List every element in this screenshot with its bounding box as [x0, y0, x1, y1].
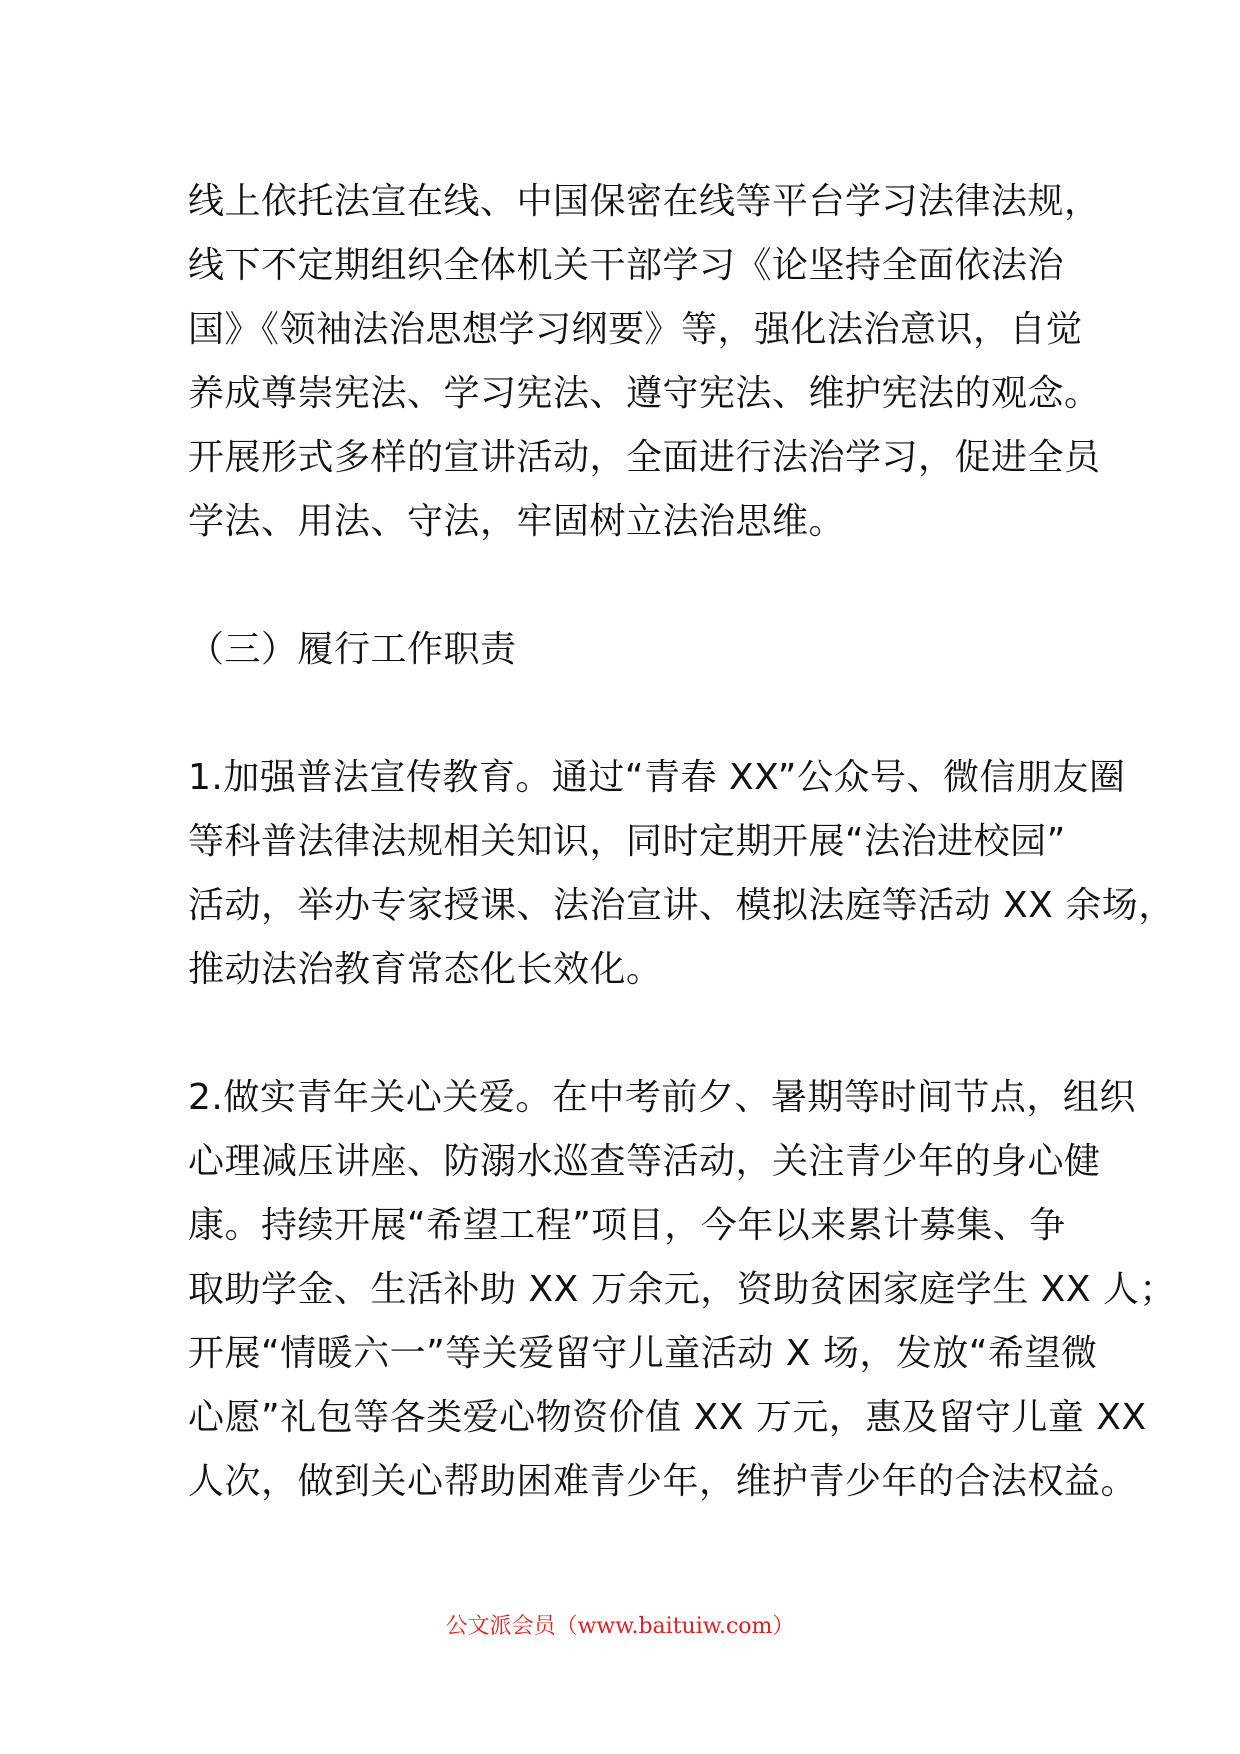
- footer-watermark-link[interactable]: 公文派会员（www.baituiw.com）: [445, 1614, 795, 1639]
- section-heading: （三）履行工作职责: [188, 629, 517, 670]
- paragraph-item-2: [188, 1066, 1176, 1514]
- text-line: 学法、用法、守法，牢固树立法治思维。: [188, 501, 846, 542]
- text-line: 心理减压讲座、防溺水巡查等活动，关注青少年的身心健: [188, 1141, 1101, 1182]
- text-line: 活动，举办专家授课、法治宣讲、模拟法庭等活动 XX 余场，: [188, 885, 1175, 926]
- text-line: 人次，做到关心帮助困难青少年，维护青少年的合法权益。: [188, 1461, 1138, 1502]
- text-line: 1.加强普法宣传教育。通过“青春 XX”公众号、微信朋友圈: [188, 757, 1126, 798]
- text-line: 推动法治教育常态化长效化。: [188, 949, 663, 990]
- paragraph-gap: [188, 554, 1088, 618]
- text-line: 2.做实青年关心关爱。在中考前夕、暑期等时间节点，组织: [188, 1077, 1136, 1118]
- text-line: 取助学金、生活补助 XX 万余元，资助贫困家庭学生 XX 人；: [188, 1269, 1176, 1310]
- text-line: 国》《领袖法治思想学习纲要》等，强化法治意识，自觉: [188, 309, 1083, 350]
- paragraph-gap: [188, 682, 1088, 746]
- text-line: 线下不定期组织全体机关干部学习《论坚持全面依法治: [188, 245, 1065, 286]
- text-line: 线上依托法宣在线、中国保密在线等平台学习法律法规，: [188, 181, 1101, 222]
- paragraph-gap: [188, 1002, 1088, 1066]
- paragraph-intro: [188, 170, 1101, 554]
- paragraph-item-1: [188, 746, 1175, 1002]
- text-line: 康。持续开展“希望工程”项目，今年以来累计募集、争: [188, 1205, 1066, 1246]
- document-body: [188, 170, 1176, 1514]
- text-line: 养成尊崇宪法、学习宪法、遵守宪法、维护宪法的观念。: [188, 373, 1101, 414]
- text-line: 开展“情暖六一”等关爱留守儿童活动 X 场，发放“希望微: [188, 1333, 1098, 1374]
- text-line: 心愿”礼包等各类爱心物资价值 XX 万元，惠及留守儿童 XX: [188, 1397, 1147, 1438]
- text-line: 开展形式多样的宣讲活动，全面进行法治学习，促进全员: [188, 437, 1101, 478]
- text-line: 等科普法律法规相关知识，同时定期开展“法治进校园”: [188, 821, 1066, 862]
